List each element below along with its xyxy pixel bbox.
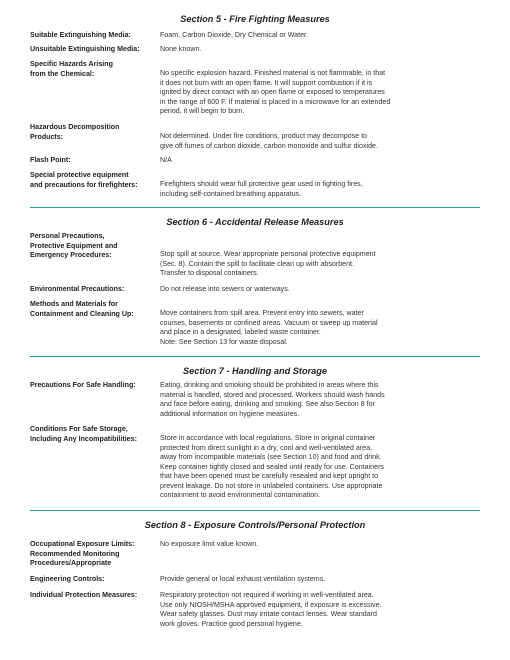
label: Environmental Precautions: [30, 285, 125, 293]
value: No specific explosion hazard. Finished material is not flammable, in that it does not burn with an open flame. It will support combustion if it is ignited by direct contact with an open flame or exposed to temperatures in the range of 600 F. If material is placed in a microwave for an extended period, it will begin to burn. [160, 69, 391, 115]
label: Engineering Controls: [30, 575, 105, 583]
label: Flash Point: [30, 156, 71, 164]
value: Stop spill at source. Wear appropriate personal protective equipment (Sec. 8). Contain the spill to facilitate clean up with absorbent. Transfer to disposal containers. [160, 250, 376, 277]
value: Not determined. Under fire conditions, product may decompose to give off fumes of carbon dioxide, carbon monoxide and sulfur dioxide. [160, 132, 378, 150]
section-5-title: Section 5 - Fire Fighting Measures [180, 14, 330, 24]
label: Conditions For Safe Storage, Including Any Incompatibilities: [30, 425, 137, 443]
value: Move containers from spill area. Prevent entry into sewers, water courses, basements or confined areas. Vacuum or sweep up material and place in a designated, labeled waste container. Note: See Section 13 for waste disposal. [160, 309, 378, 346]
section-divider [30, 207, 480, 208]
value: Firefighters should wear full protective gear used in fighting fires, including self-contained breathing apparatus. [160, 180, 363, 198]
label: Methods and Materials for Containment and Cleaning Up: [30, 300, 134, 318]
label: Occupational Exposure Limits: Recommended Monitoring Procedures/Appropriate [30, 540, 135, 567]
value: Eating, drinking and smoking should be prohibited in areas where this material is handled, stored and processed. Workers should wash hands and face before eating, drinking and smoking. See also Section 8 for additional information on hygiene measures. [160, 381, 385, 418]
value: N/A [160, 156, 172, 164]
label: Precautions For Safe Handling: [30, 381, 136, 389]
label: Unsuitable Extinguishing Media: [30, 45, 140, 53]
value: Respiratory protection not required if working in well-ventilated area. Use only NIOSH/MSHA approved equipment, if exposure is excessive. Wear safety glasses. Dust may irritate contact lenses. Wear standard work gloves. Practice good personal hygiene. [160, 591, 382, 628]
section-6-title: Section 6 - Accidental Release Measures [166, 217, 344, 227]
section-7-title: Section 7 - Handling and Storage [183, 366, 327, 376]
value: Store in accordance with local regulations. Store in original container protected from direct sunlight in a dry, cool and well-ventilated area, away from incompatible materials (see Section 10) and food and drink. Keep container tightly closed and sealed until ready for use. Containers that have been opened must be carefully resealed and kept upright to prevent leakage. Do not store in unlabeled containers. Use appropriate containment to avoid environmental contamination. [160, 434, 384, 499]
section-8-title: Section 8 - Exposure Controls/Personal Protection [144, 520, 366, 530]
value: Provide general or local exhaust ventilation systems. [160, 575, 326, 583]
label: Personal Precautions, Protective Equipment and Emergency Procedures: [30, 232, 118, 259]
label: Individual Protection Measures: [30, 591, 138, 599]
value: None known. [160, 45, 202, 53]
section-divider [30, 356, 480, 357]
value: Foam, Carbon Dioxide, Dry Chemical or Water. [160, 31, 308, 39]
value: Do not release into sewers or waterways. [160, 285, 290, 293]
label: Hazardous Decomposition Products: [30, 123, 120, 141]
section-divider [30, 510, 480, 511]
value: No exposure limit value known. [160, 540, 259, 548]
label: Specific Hazards Arising from the Chemical: [30, 60, 113, 78]
label: Suitable Extinguishing Media: [30, 31, 131, 39]
label: Special protective equipment and precautions for firefighters: [30, 171, 138, 189]
